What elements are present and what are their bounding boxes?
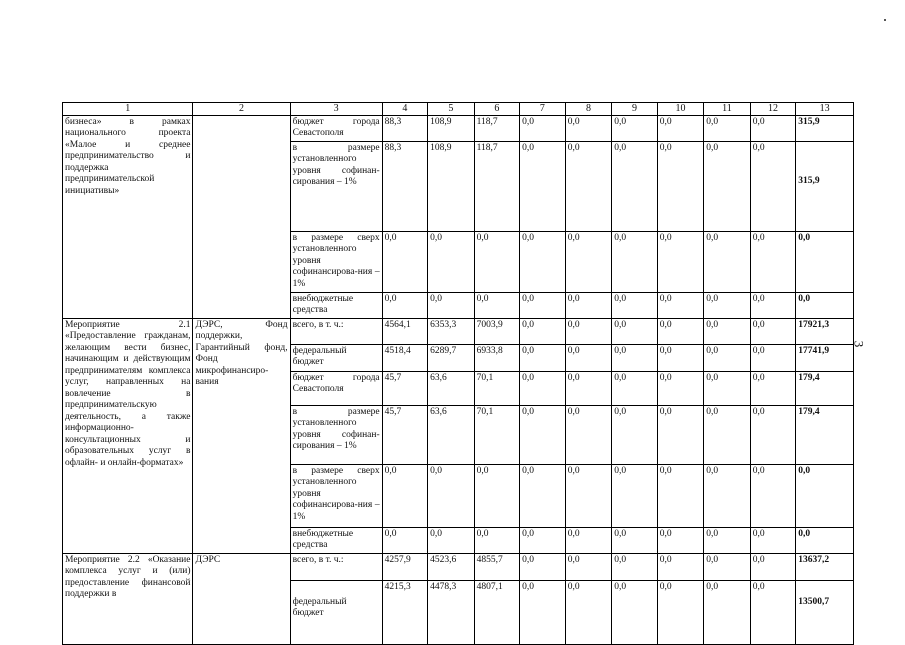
year-value-cell: 0,0 xyxy=(428,527,475,553)
year-value-cell: 0,0 xyxy=(428,231,475,292)
year-value-cell: 0,0 xyxy=(612,231,658,292)
year-value-cell: 0,0 xyxy=(657,115,704,141)
year-value-cell: 88,3 xyxy=(382,141,428,231)
year-value-cell: 0,0 xyxy=(474,527,520,553)
year-value-cell: 0,0 xyxy=(520,553,566,580)
funding-source-cell: федеральный бюджет xyxy=(290,344,382,371)
year-value-cell: 0,0 xyxy=(612,318,658,344)
funding-source-cell: в размере сверх установленного уровня софинансирова-ния – 1% xyxy=(290,231,382,292)
year-value-cell: 0,0 xyxy=(612,464,658,527)
year-value-cell: 0,0 xyxy=(612,292,658,318)
year-value-cell: 0,0 xyxy=(750,344,796,371)
year-value-cell: 0,0 xyxy=(612,553,658,580)
year-value-cell: 0,0 xyxy=(657,141,704,231)
total-value-cell: 315,9 xyxy=(796,115,854,141)
year-value-cell: 0,0 xyxy=(657,292,704,318)
year-value-cell: 0,0 xyxy=(565,371,612,405)
year-value-cell: 0,0 xyxy=(657,344,704,371)
total-value-cell: 179,4 xyxy=(796,371,854,405)
funding-source-cell: бюджет города Севастополя xyxy=(290,115,382,141)
year-value-cell: 70,1 xyxy=(474,405,520,464)
year-value-cell: 4257,9 xyxy=(382,553,428,580)
year-value-cell: 6933,8 xyxy=(474,344,520,371)
year-value-cell: 4564,1 xyxy=(382,318,428,344)
year-value-cell: 0,0 xyxy=(520,292,566,318)
year-value-cell: 0,0 xyxy=(565,405,612,464)
year-value-cell: 0,0 xyxy=(382,464,428,527)
year-value-cell: 0,0 xyxy=(750,318,796,344)
executor-cell: ДЭРС xyxy=(193,553,290,644)
year-value-cell: 0,0 xyxy=(520,527,566,553)
header-cell: 6 xyxy=(474,103,520,116)
header-cell: 1 xyxy=(63,103,193,116)
year-value-cell: 63,6 xyxy=(428,405,475,464)
funding-source-cell: в размере установленного уровня софинан-сирования – 1% xyxy=(290,405,382,464)
header-cell: 3 xyxy=(290,103,382,116)
year-value-cell: 0,0 xyxy=(565,115,612,141)
year-value-cell: 0,0 xyxy=(657,580,704,644)
year-value-cell: 0,0 xyxy=(520,405,566,464)
year-value-cell: 0,0 xyxy=(750,405,796,464)
year-value-cell: 0,0 xyxy=(565,231,612,292)
year-value-cell: 88,3 xyxy=(382,115,428,141)
year-value-cell: 0,0 xyxy=(565,580,612,644)
year-value-cell: 0,0 xyxy=(704,115,751,141)
year-value-cell: 0,0 xyxy=(657,464,704,527)
executor-cell xyxy=(193,115,290,318)
year-value-cell: 0,0 xyxy=(704,371,751,405)
year-value-cell: 118,7 xyxy=(474,141,520,231)
year-value-cell: 0,0 xyxy=(520,371,566,405)
year-value-cell: 0,0 xyxy=(657,231,704,292)
year-value-cell: 0,0 xyxy=(612,115,658,141)
year-value-cell: 0,0 xyxy=(612,527,658,553)
year-value-cell: 0,0 xyxy=(704,231,751,292)
year-value-cell: 0,0 xyxy=(750,553,796,580)
year-value-cell: 0,0 xyxy=(750,115,796,141)
year-value-cell: 7003,9 xyxy=(474,318,520,344)
total-value-cell: 0,0 xyxy=(796,292,854,318)
financing-table xyxy=(62,102,854,645)
total-value-cell: 179,4 xyxy=(796,405,854,464)
year-value-cell: 6353,3 xyxy=(428,318,475,344)
year-value-cell: 0,0 xyxy=(428,292,475,318)
year-value-cell: 108,9 xyxy=(428,115,475,141)
page-number: 3 xyxy=(851,340,867,348)
year-value-cell: 4807,1 xyxy=(474,580,520,644)
year-value-cell: 0,0 xyxy=(704,292,751,318)
year-value-cell: 0,0 xyxy=(704,580,751,644)
year-value-cell: 108,9 xyxy=(428,141,475,231)
executor-cell: ДЭРС, Фонд поддержки, Гарантийный фонд, Фонд микрофинансиро-вания xyxy=(193,318,290,553)
year-value-cell: 118,7 xyxy=(474,115,520,141)
funding-source-cell: внебюджетные средства xyxy=(290,292,382,318)
funding-source-cell: внебюджетные средства xyxy=(290,527,382,553)
year-value-cell: 0,0 xyxy=(657,405,704,464)
year-value-cell: 0,0 xyxy=(612,344,658,371)
header-cell: 7 xyxy=(520,103,566,116)
total-value-cell: 0,0 xyxy=(796,231,854,292)
year-value-cell: 0,0 xyxy=(520,344,566,371)
year-value-cell: 0,0 xyxy=(565,141,612,231)
year-value-cell: 4855,7 xyxy=(474,553,520,580)
table-row xyxy=(63,115,854,141)
year-value-cell: 4523,6 xyxy=(428,553,475,580)
year-value-cell: 0,0 xyxy=(750,464,796,527)
year-value-cell: 0,0 xyxy=(704,553,751,580)
year-value-cell: 0,0 xyxy=(704,527,751,553)
year-value-cell: 0,0 xyxy=(382,292,428,318)
year-value-cell: 0,0 xyxy=(520,231,566,292)
year-value-cell: 70,1 xyxy=(474,371,520,405)
year-value-cell: 0,0 xyxy=(657,371,704,405)
year-value-cell: 6289,7 xyxy=(428,344,475,371)
header-cell: 10 xyxy=(657,103,704,116)
activity-name-cell: Мероприятие 2.1 «Предоставление гражданам, желающим вести бизнес, начинающим и действующим предпринимателям комплекса услуг, направленных на вовлечение в предпринимательскую деятельность, а также информационно-консультационных и образовательных услуг в офлайн- и онлайн-форматах» xyxy=(63,318,193,553)
header-cell: 13 xyxy=(796,103,854,116)
year-value-cell: 0,0 xyxy=(565,527,612,553)
total-value-cell: 315,9 xyxy=(796,141,854,231)
funding-source-cell: бюджет города Севастополя xyxy=(290,371,382,405)
year-value-cell: 0,0 xyxy=(474,292,520,318)
funding-source-cell: всего, в т. ч.: xyxy=(290,318,382,344)
year-value-cell: 45,7 xyxy=(382,371,428,405)
year-value-cell: 0,0 xyxy=(704,405,751,464)
total-value-cell: 0,0 xyxy=(796,527,854,553)
year-value-cell: 0,0 xyxy=(474,231,520,292)
year-value-cell: 0,0 xyxy=(657,527,704,553)
year-value-cell: 0,0 xyxy=(565,318,612,344)
year-value-cell: 0,0 xyxy=(612,141,658,231)
year-value-cell: 0,0 xyxy=(520,464,566,527)
year-value-cell: 0,0 xyxy=(382,527,428,553)
year-value-cell: 0,0 xyxy=(520,580,566,644)
header-row xyxy=(63,103,854,116)
year-value-cell: 0,0 xyxy=(657,318,704,344)
year-value-cell: 0,0 xyxy=(704,318,751,344)
year-value-cell: 0,0 xyxy=(704,344,751,371)
header-cell: 4 xyxy=(382,103,428,116)
year-value-cell: 0,0 xyxy=(704,141,751,231)
year-value-cell: 0,0 xyxy=(565,464,612,527)
funding-source-cell: федеральный бюджет xyxy=(290,580,382,644)
year-value-cell: 0,0 xyxy=(474,464,520,527)
scan-speck xyxy=(884,19,886,21)
year-value-cell: 0,0 xyxy=(520,141,566,231)
funding-source-cell: всего, в т. ч.: xyxy=(290,553,382,580)
total-value-cell: 13500,7 xyxy=(796,580,854,644)
year-value-cell: 0,0 xyxy=(612,405,658,464)
header-cell: 8 xyxy=(565,103,612,116)
header-cell: 9 xyxy=(612,103,658,116)
total-value-cell: 13637,2 xyxy=(796,553,854,580)
year-value-cell: 0,0 xyxy=(565,553,612,580)
year-value-cell: 0,0 xyxy=(520,115,566,141)
total-value-cell: 17741,9 xyxy=(796,344,854,371)
table-row xyxy=(63,318,854,344)
year-value-cell: 0,0 xyxy=(704,464,751,527)
year-value-cell: 0,0 xyxy=(428,464,475,527)
year-value-cell: 0,0 xyxy=(520,318,566,344)
year-value-cell: 0,0 xyxy=(750,231,796,292)
header-cell: 5 xyxy=(428,103,475,116)
year-value-cell: 0,0 xyxy=(565,292,612,318)
year-value-cell: 4518,4 xyxy=(382,344,428,371)
year-value-cell: 0,0 xyxy=(382,231,428,292)
table-body xyxy=(63,103,854,645)
total-value-cell: 0,0 xyxy=(796,464,854,527)
year-value-cell: 0,0 xyxy=(565,344,612,371)
activity-name-cell: бизнеса» в рамках национального проекта «Малое и среднее предпринимательство и поддержка предпринимательской инициативы» xyxy=(63,115,193,318)
header-cell: 11 xyxy=(704,103,751,116)
year-value-cell: 0,0 xyxy=(612,371,658,405)
year-value-cell: 0,0 xyxy=(750,292,796,318)
year-value-cell: 45,7 xyxy=(382,405,428,464)
year-value-cell: 63,6 xyxy=(428,371,475,405)
year-value-cell: 0,0 xyxy=(750,527,796,553)
year-value-cell: 0,0 xyxy=(750,141,796,231)
year-value-cell: 0,0 xyxy=(657,553,704,580)
funding-source-cell: в размере установленного уровня софинан-сирования – 1% xyxy=(290,141,382,231)
year-value-cell: 0,0 xyxy=(750,580,796,644)
year-value-cell: 4215,3 xyxy=(382,580,428,644)
header-cell: 12 xyxy=(750,103,796,116)
year-value-cell: 0,0 xyxy=(612,580,658,644)
header-cell: 2 xyxy=(193,103,290,116)
total-value-cell: 17921,3 xyxy=(796,318,854,344)
year-value-cell: 0,0 xyxy=(750,371,796,405)
funding-source-cell: в размере сверх установленного уровня софинансирова-ния – 1% xyxy=(290,464,382,527)
activity-name-cell: Мероприятие 2.2 «Оказание комплекса услуг и (или) предоставление финансовой поддержки в xyxy=(63,553,193,644)
year-value-cell: 4478,3 xyxy=(428,580,475,644)
table-row xyxy=(63,553,854,580)
